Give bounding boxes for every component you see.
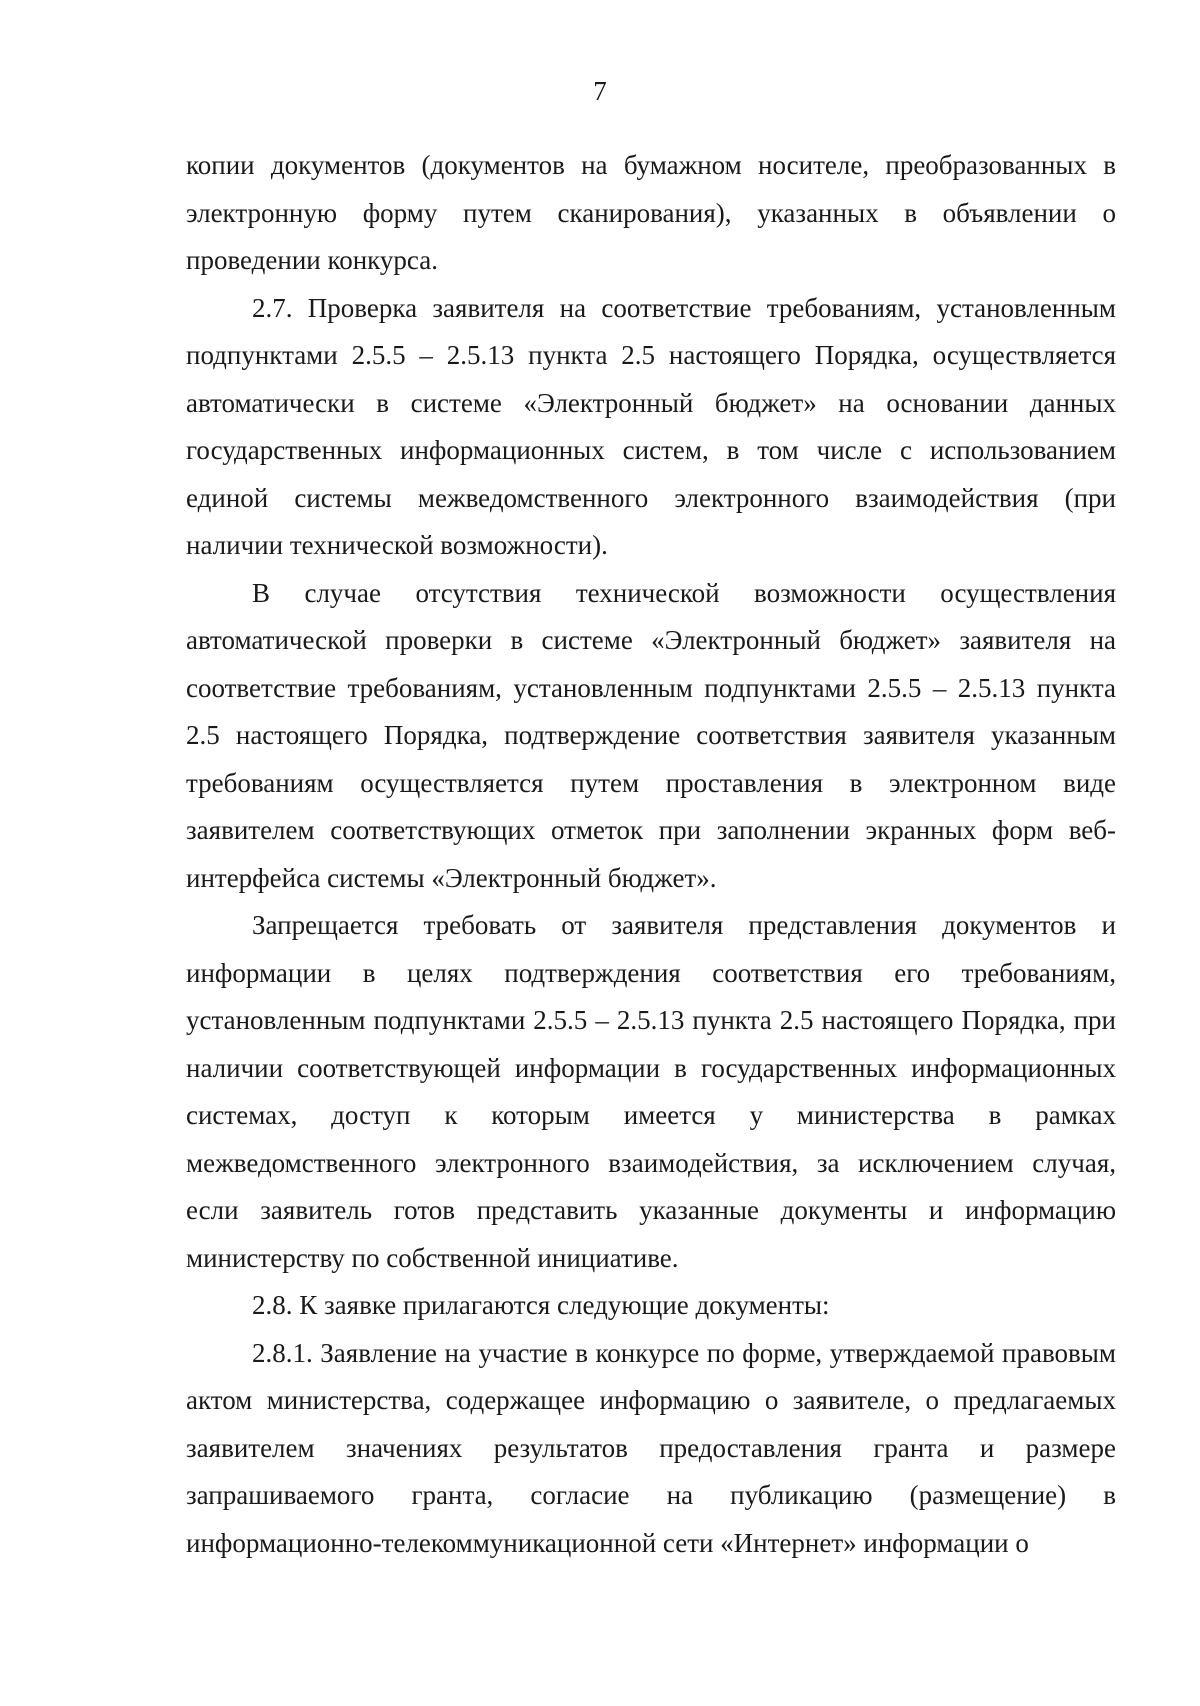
paragraph-no-technical-possibility: В случае отсутствия технической возможности осуществления автоматической проверки в системе «Электронный бюджет» заявителя на соответствие требованиям, установленным подпунктами 2.5.5 – 2.5.13 пункта 2.5 настоящего Порядка, подтверждение соответствия заявителя указанным требованиям осуществляется путем проставления в электронном виде заявителем соответствующих отметок при заполнении экранных форм веб-интерфейса системы «Электронный бюджет». <box>186 577 1116 893</box>
page-number: 7 <box>593 76 607 106</box>
paragraph-2-8: 2.8. К заявке прилагаются следующие документы: <box>252 1290 830 1320</box>
paragraph-2-7: 2.7. Проверка заявителя на соответствие требованиям, установленным подпунктами 2.5.5 – 2.5.13 пункта 2.5 настоящего Порядка, осуществляется автоматически в системе «Электронный бюджет» на основании данных государственных информационных систем, в том числе с использованием единой системы межведомственного электронного взаимодействия (при наличии технической возможности). <box>186 292 1116 560</box>
paragraph-2-8-1: 2.8.1. Заявление на участие в конкурсе по форме, утверждаемой правовым актом министерства, содержащее информацию о заявителе, о предлагаемых заявителем значениях результатов предоставления гранта и размере запрашиваемого гранта, согласие на публикацию (размещение) в информационно-телекоммуникационной сети «Интернет» информации о <box>186 1337 1116 1558</box>
paragraph-prohibition: Запрещается требовать от заявителя представления документов и информации в целях подтверждения соответствия его требованиям, установленным подпунктами 2.5.5 – 2.5.13 пункта 2.5 настоящего Порядка, при наличии соответствующей информации в государственных информационных системах, доступ к которым имеется у министерства в рамках межведомственного электронного взаимодействия, за исключением случая, если заявитель готов представить указанные документы и информацию министерству по собственной инициативе. <box>186 910 1116 1273</box>
document-body <box>186 142 1116 1567</box>
paragraph-continuation: копии документов (документов на бумажном носителе, преобразованных в электронную форму путем сканирования), указанных в объявлении о проведении конкурса. <box>186 150 1116 275</box>
